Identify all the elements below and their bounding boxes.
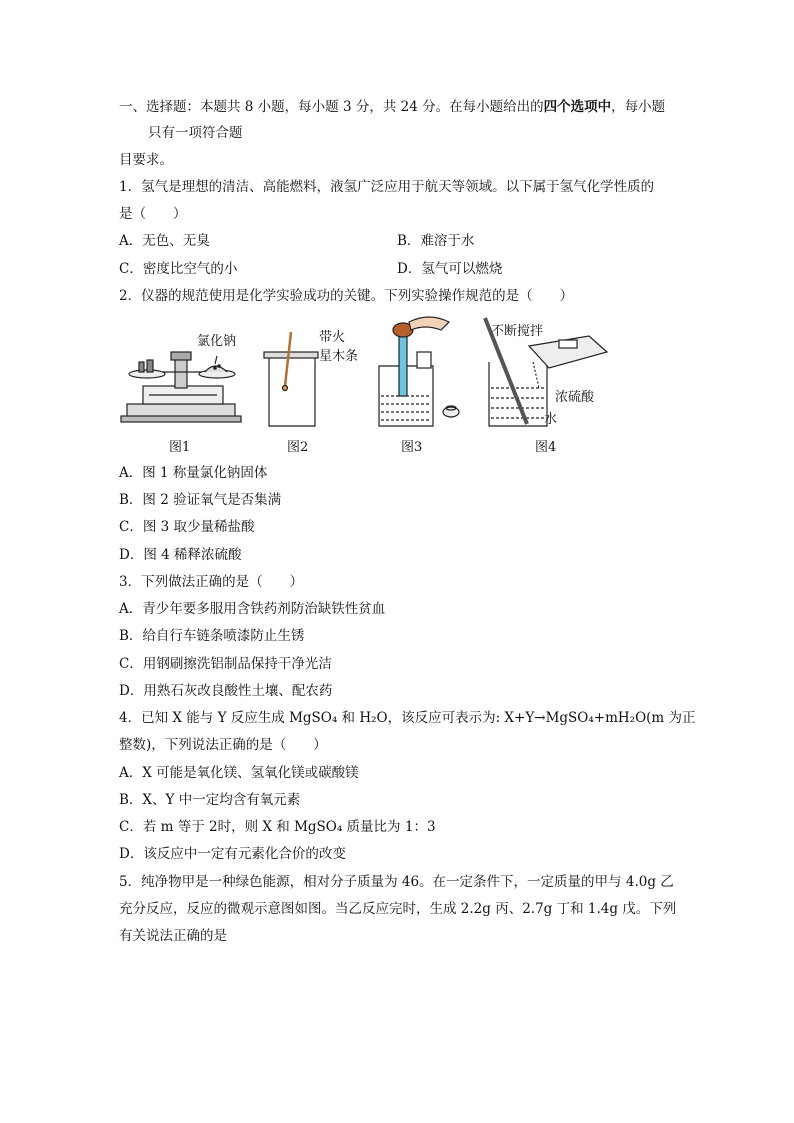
figure2-caption: 图2: [287, 440, 309, 455]
section-heading-line3: 目要求。: [119, 152, 173, 168]
q3-option-a: A．青少年要多服用含铁药剂防治缺铁性贫血: [119, 601, 386, 617]
figure3-caption: 图3: [401, 440, 423, 455]
figure1-caption: 图1: [169, 440, 191, 455]
heading-bold: 四个选项中: [543, 99, 612, 115]
q5-stem-line3: 有关说法正确的是: [119, 928, 227, 944]
figure4-caption: 图4: [535, 440, 557, 455]
q2-option-a: A．图 1 称量氯化钠固体: [119, 465, 268, 481]
lab-operations-figure: [119, 316, 679, 456]
q2-option-c: C．图 3 取少量稀盐酸: [119, 519, 255, 535]
q1-option-a: A．无色、无臭: [119, 233, 210, 249]
q1-option-c: C．密度比空气的小: [119, 261, 238, 277]
q3-option-b: B．给自行车链条喷漆防止生锈: [119, 628, 305, 644]
q4-stem-line2: 整数)，下列说法正确的是（ ）: [119, 737, 327, 753]
q2-option-d: D．图 4 稀释浓硫酸: [119, 547, 242, 563]
section-heading: [119, 98, 665, 116]
section-heading-line2: 只有一项符合题: [148, 125, 243, 141]
q1-option-b: B．难溶于水: [397, 233, 475, 249]
q3-option-c: C．用钢刷擦洗铝制品保持干净光洁: [119, 656, 332, 672]
stir-label: 不断搅拌: [491, 324, 544, 339]
q5-stem-line2: 充分反应，反应的微观示意图如图。当乙反应完时，生成 2.2g 丙、2.7g 丁和 1.4g 戊。下列: [119, 901, 677, 917]
q1-option-d: D．氢气可以燃烧: [397, 261, 503, 277]
dropper-bottle-illustration: [379, 317, 459, 426]
nacl-label: 氯化钠: [197, 334, 237, 349]
splint-label-1: 带火: [319, 330, 346, 345]
water-label: 水: [544, 412, 558, 427]
q2-option-b: B．图 2 验证氧气是否集满: [119, 492, 282, 508]
q4-stem-line1: 4．已知 X 能与 Y 反应生成 MgSO₄ 和 H₂O，该反应可表示为: X+Y→MgSO₄+mH₂O(m 为正: [119, 710, 696, 726]
acid-label: 浓硫酸: [555, 390, 595, 405]
heading-prefix: 一、选择题：本题共 8 小题，每小题 3 分，共 24 分。在每小题给出的: [119, 99, 544, 115]
q3-option-d: D．用熟石灰改良酸性土壤、配农药: [119, 683, 333, 699]
heading-suffix: ，每小题: [611, 99, 666, 115]
balance-illustration: [121, 352, 241, 422]
splint-label-2: 星木条: [319, 349, 359, 364]
q4-option-a: A．X 可能是氧化镁、氢氧化镁或碳酸镁: [119, 765, 359, 781]
q1-stem-line2: 是（ ）: [119, 206, 187, 222]
q4-option-c: C．若 m 等于 2时，则 X 和 MgSO₄ 质量比为 1：3: [119, 819, 436, 835]
q1-stem-line1: 1．氢气是理想的清洁、高能燃料，液氢广泛应用于航天等领域。以下属于氢气化学性质的: [119, 179, 655, 195]
q4-option-d: D．该反应中一定有元素化合价的改变: [119, 846, 346, 862]
q5-stem-line1: 5．纯净物甲是一种绿色能源，相对分子质量为 46。在一定条件下，一定质量的甲与 4.0g 乙: [119, 874, 674, 890]
q4-option-b: B．X、Y 中一定均含有氧元素: [119, 792, 301, 808]
q2-stem: 2．仪器的规范使用是化学实验成功的关键。下列实验操作规范的是（ ）: [119, 288, 574, 304]
q3-stem: 3．下列做法正确的是（ ）: [119, 574, 304, 590]
gas-bottle-illustration: [264, 332, 318, 426]
